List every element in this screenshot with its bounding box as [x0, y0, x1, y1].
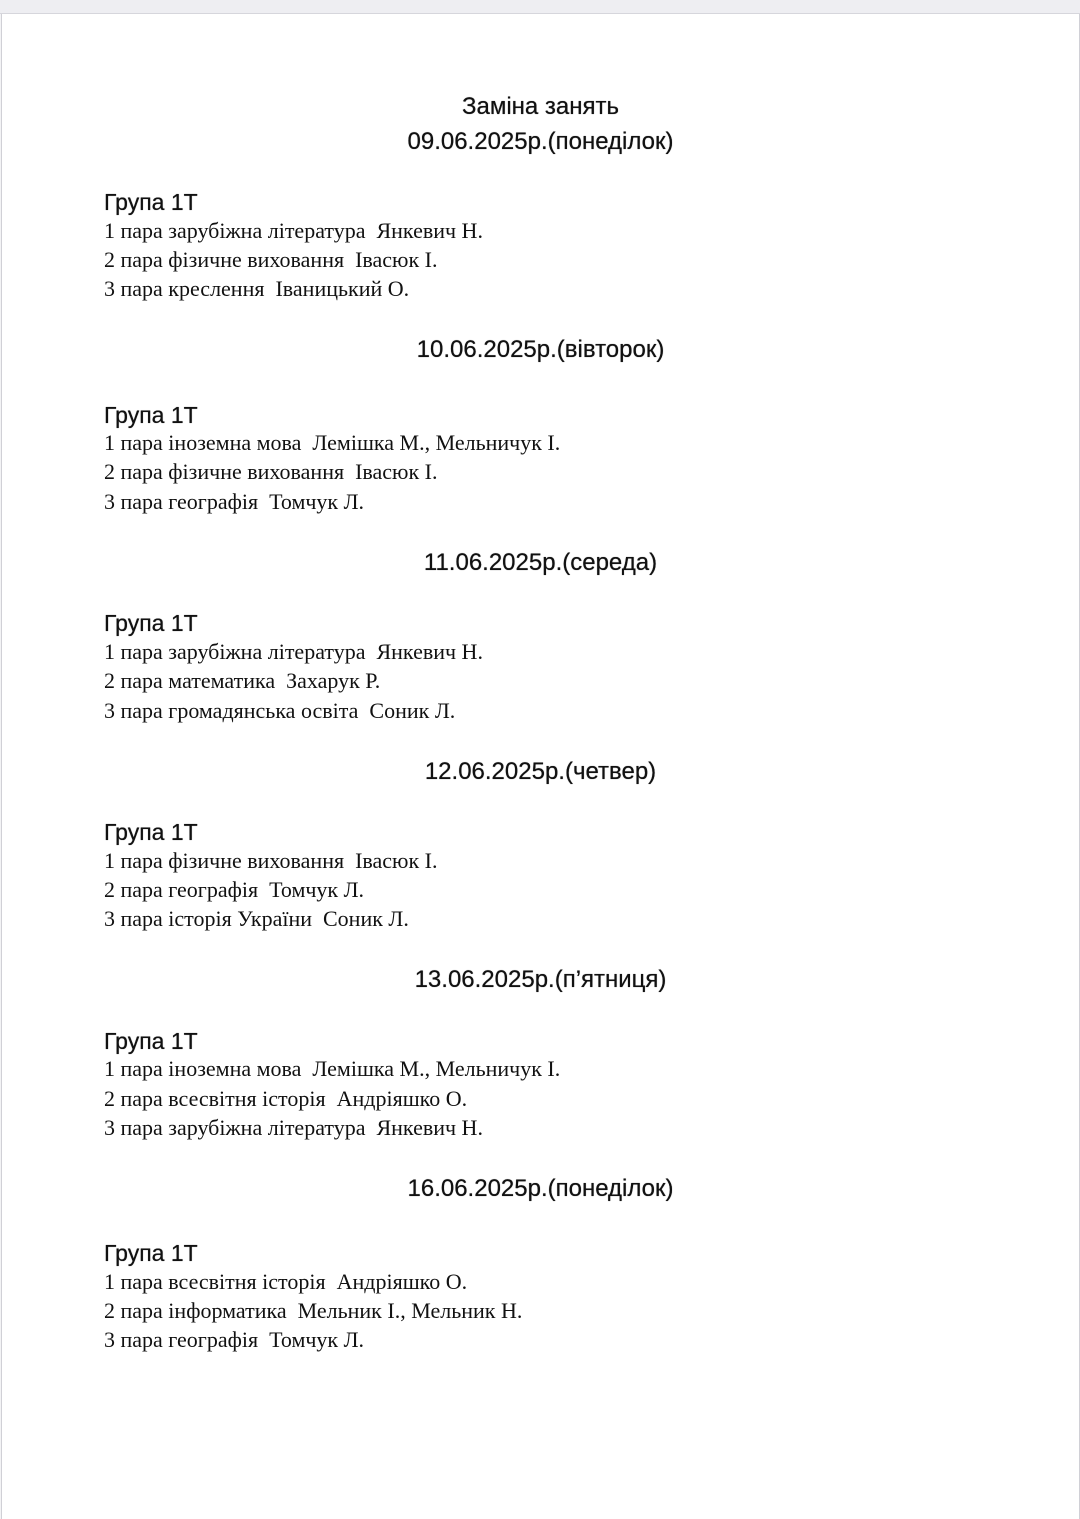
document-title: Заміна занять [461, 93, 620, 120]
document-page [1, 14, 1080, 1519]
lesson-line: 2 пара географія Томчук Л. [104, 877, 365, 902]
lesson-line: 3 пара громадянська освіта Соник Л. [104, 698, 456, 723]
group-label: Група 1Т [104, 1028, 198, 1054]
lesson-line: 3 пара історія України Соник Л. [104, 906, 409, 931]
group-label: Група 1Т [104, 189, 198, 215]
day-date: 13.06.2025р.(п’ятниця) [414, 966, 667, 993]
day-date: 12.06.2025р.(четвер) [424, 758, 657, 785]
lesson-line: 2 пара математика Захарук Р. [104, 668, 381, 693]
lesson-line: 1 пара іноземна мова Лемішка М., Мельничук І. [104, 430, 561, 455]
day-date: 10.06.2025р.(вівторок) [416, 336, 665, 363]
lesson-line: 1 пара фізичне виховання Івасюк І. [104, 848, 438, 873]
lesson-line: 1 пара зарубіжна література Янкевич Н. [104, 218, 483, 243]
group-label: Група 1Т [104, 1240, 198, 1266]
lesson-line: 3 пара зарубіжна література Янкевич Н. [104, 1115, 483, 1140]
lesson-line: 3 пара креслення Іваницький О. [104, 276, 410, 301]
lesson-line: 1 пара зарубіжна література Янкевич Н. [104, 639, 483, 664]
lesson-line: 3 пара географія Томчук Л. [104, 489, 365, 514]
day-date: 11.06.2025р.(середа) [423, 549, 658, 576]
group-label: Група 1Т [104, 402, 198, 428]
lesson-line: 3 пара географія Томчук Л. [104, 1327, 365, 1352]
group-label: Група 1Т [104, 819, 198, 845]
day-date: 09.06.2025р.(понеділок) [407, 128, 674, 155]
lesson-line: 1 пара всесвітня історія Андріяшко О. [104, 1269, 468, 1294]
group-label: Група 1Т [104, 610, 198, 636]
lesson-line: 1 пара іноземна мова Лемішка М., Мельничук І. [104, 1056, 561, 1081]
lesson-line: 2 пара інформатика Мельник І., Мельник Н. [104, 1298, 523, 1323]
lesson-line: 2 пара фізичне виховання Івасюк І. [104, 247, 438, 272]
day-date: 16.06.2025р.(понеділок) [407, 1175, 674, 1202]
lesson-line: 2 пара фізичне виховання Івасюк І. [104, 459, 438, 484]
lesson-line: 2 пара всесвітня історія Андріяшко О. [104, 1086, 468, 1111]
viewer-top-bar [0, 0, 1080, 14]
